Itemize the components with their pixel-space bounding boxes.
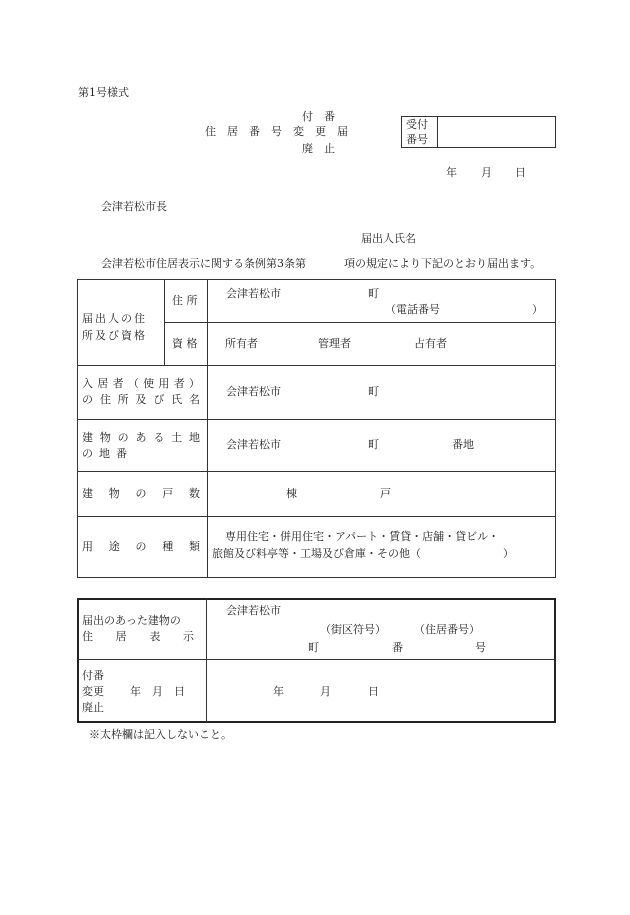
address-city: 会津若松市 xyxy=(226,287,281,300)
main-table-row-divider xyxy=(77,516,556,517)
official-date-month: 月 xyxy=(320,685,331,698)
phone-label: （電話番号 xyxy=(385,303,440,316)
applicant-section-label: 届出人の住所及び資格 xyxy=(82,312,147,342)
qualification-occupant: 占有者 xyxy=(414,337,447,350)
addressee: 会津若松市長 xyxy=(101,200,167,213)
resident-label-line2-wrap xyxy=(82,394,200,405)
main-table-row-divider xyxy=(77,365,556,366)
land-town: 町 xyxy=(368,438,379,451)
resident-label-line1: 入居者（使用者） xyxy=(82,377,200,390)
resident-label-line1-wrap xyxy=(82,378,200,389)
land-label-line1: 建物のある土地 xyxy=(82,431,200,444)
units-household: 戸 xyxy=(380,487,391,500)
resident-city: 会津若松市 xyxy=(226,385,281,398)
official-table-row-divider xyxy=(77,659,556,660)
display-label-line2-wrap xyxy=(82,631,194,642)
land-lot: 番地 xyxy=(452,438,474,451)
main-table-row-divider xyxy=(77,471,556,472)
house-number-label: （住居番号） xyxy=(414,623,480,636)
phone-close: ） xyxy=(532,303,543,316)
main-table-column-divider xyxy=(207,279,208,578)
change-label-date: 年 月 日 xyxy=(130,685,185,698)
title-word-haishi: 廃 止 xyxy=(302,142,335,155)
land-city: 会津若松市 xyxy=(226,438,281,451)
official-ban: 番 xyxy=(392,641,403,654)
receipt-label-line1: 受付 xyxy=(406,118,428,131)
display-label-line1: 届出のあった建物の xyxy=(82,614,181,627)
usage-label: 用途の種類 xyxy=(82,540,200,553)
intro-text-part1: 会津若松市住居表示に関する条例第3条第 xyxy=(101,257,306,270)
qualification-manager: 管理者 xyxy=(318,337,351,350)
official-city: 会津若松市 xyxy=(226,604,281,617)
resident-label-line2: の住所及び氏名 xyxy=(82,393,200,406)
units-building: 棟 xyxy=(286,487,297,500)
main-table-row-divider xyxy=(164,322,556,323)
display-label-line2: 住居表示 xyxy=(82,630,194,643)
note: ※太枠欄は記入しないこと。 xyxy=(89,728,232,741)
change-label-haishi: 廃止 xyxy=(82,701,104,714)
qualification-label: 資 格 xyxy=(172,337,198,350)
receipt-divider xyxy=(437,116,438,148)
usage-line2: 旅館及び料亭等・工場及び倉庫・その他（ xyxy=(212,547,421,560)
receipt-label-line2: 番号 xyxy=(406,133,428,146)
official-date-year: 年 xyxy=(273,685,284,698)
official-town: 町 xyxy=(308,641,319,654)
land-label-line2: の地番 xyxy=(82,447,133,460)
date-day: 日 xyxy=(515,166,526,179)
applicant-name-label: 届出人氏名 xyxy=(361,232,416,245)
main-table-row-divider xyxy=(77,419,556,420)
address-label: 住 所 xyxy=(172,294,198,307)
qualification-owner: 所有者 xyxy=(225,337,258,350)
date-month: 月 xyxy=(481,166,492,179)
change-label-henko: 変更 xyxy=(82,685,104,698)
official-go: 号 xyxy=(475,641,486,654)
usage-close: ） xyxy=(503,547,514,560)
units-label: 建物の戸数 xyxy=(82,487,200,500)
form-number: 第1号様式 xyxy=(78,86,129,99)
title-word-tsuke: 付 番 xyxy=(302,110,335,123)
date-year: 年 xyxy=(446,166,457,179)
units-label-wrap xyxy=(82,488,200,499)
official-table-column-divider xyxy=(206,598,207,723)
intro-text-part2: 項の規定により下記のとおり届出ます。 xyxy=(344,257,542,270)
resident-town: 町 xyxy=(368,385,379,398)
land-label-line1-wrap xyxy=(82,432,200,443)
block-code-label: （街区符号） xyxy=(320,623,386,636)
official-date-day: 日 xyxy=(368,685,379,698)
usage-label-wrap xyxy=(82,541,200,552)
usage-line1: 専用住宅・併用住宅・アパート・賃貸・店舗・貸ビル・ xyxy=(225,530,500,543)
address-town: 町 xyxy=(368,287,379,300)
change-label-tsuke: 付番 xyxy=(82,669,104,682)
form-title: 住 居 番 号 変 更 届 xyxy=(205,125,348,138)
